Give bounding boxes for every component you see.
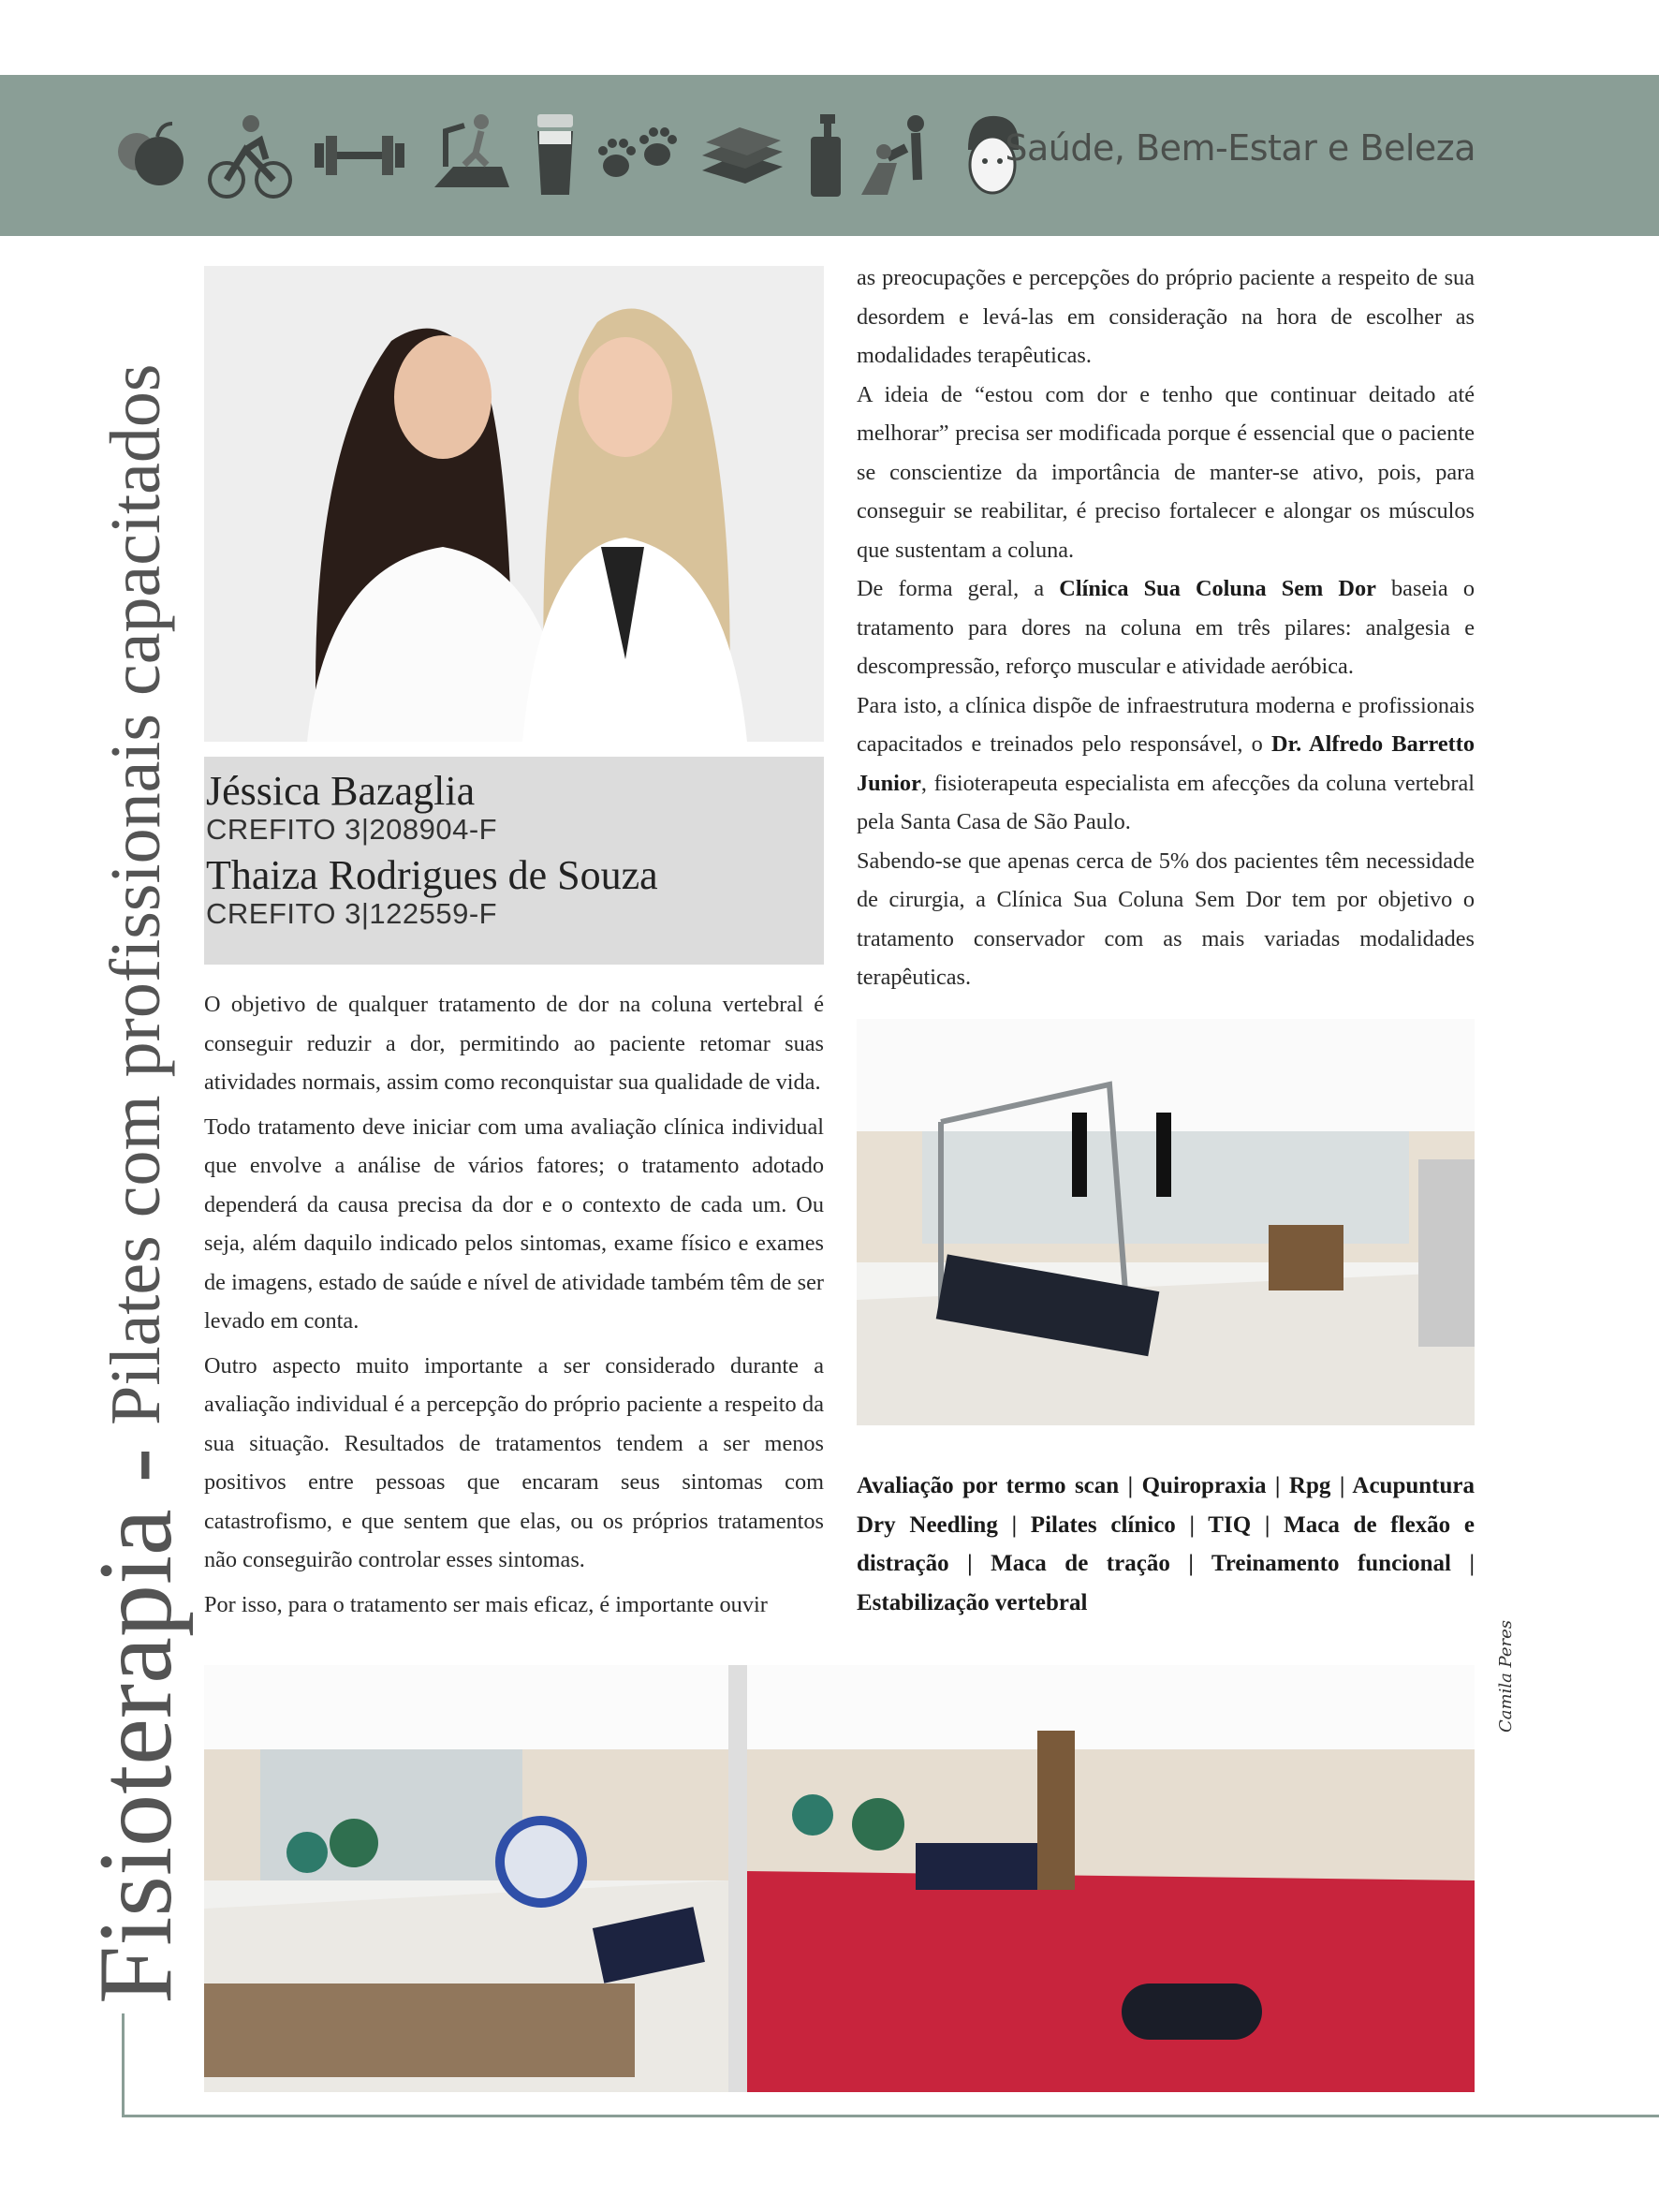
article-right-column: [857, 258, 1475, 1003]
lotion-bottle-icon: [807, 112, 844, 199]
doctor-name: Dr. Alfredo Barretto Junior: [857, 731, 1475, 796]
frame-rule-left: [122, 2013, 125, 2116]
article-left-column: [204, 985, 824, 1630]
clinic-panorama-photo: [204, 1665, 1475, 2092]
section-title: Saúde, Bem-Estar e Beleza: [1005, 127, 1475, 169]
article-paragraph: as preocupações e percepções do próprio paciente a respeito de sua desordem e levá-las em consideração na hora de escolher as modalidades terapêuticas.: [857, 265, 1475, 368]
apple-icon: [110, 112, 187, 199]
article-paragraph: De forma geral, a Clínica Sua Coluna Sem Dor baseia o tratamento para dores na coluna em três pilares: analgesia e descompressão, reforço muscular e atividade aeróbica.: [857, 576, 1475, 679]
article-paragraph: Sabendo-se que apenas cerca de 5% dos pacientes têm necessidade de cirurgia, a Clínica Sua Coluna Sem Dor tem por objetivo o tratamento conservador com as mais variadas modalidades terapêuticas.: [857, 848, 1475, 990]
towels-icon: [698, 112, 786, 199]
shaker-bottle-icon: [532, 112, 579, 199]
article-vertical-title: [78, 253, 194, 2004]
dumbbell-icon: [315, 112, 404, 199]
cyclist-icon: [208, 112, 292, 199]
header-banner: [0, 75, 1659, 236]
professionals-caption: [204, 757, 824, 965]
photo-credit: Camila Peres: [1496, 1620, 1516, 1733]
article-title-sub: Pilates com profissionais capacitados: [96, 363, 175, 1425]
article-paragraph: Por isso, para o tratamento ser mais eficaz, é importante ouvir: [204, 1591, 768, 1617]
professional-name: Thaiza Rodrigues de Souza: [206, 852, 658, 898]
clinic-name: Clínica Sua Coluna Sem Dor: [1059, 576, 1376, 601]
frame-rule-bottom: [122, 2115, 1659, 2117]
article-paragraph: A ideia de “estou com dor e tenho que continuar deitado até melhorar” precisa ser modificada porque é essencial que o paciente se conscientize da importância de manter-se ativo, pois, para conseguir se reabilitar, é preciso fortalecer e alongar os músculos que sustentam a coluna.: [857, 381, 1475, 563]
paws-icon: [595, 112, 678, 199]
article-paragraph: Para isto, a clínica dispõe de infraestrutura moderna e profissionais capacitados e treinados pelo responsável, o Dr. Alfredo Barretto Junior, fisioterapeuta especialista em afecções da coluna vertebral pela Santa Casa de São Paulo.: [857, 692, 1475, 834]
clinic-room-photo: [857, 1019, 1475, 1425]
services-list: Avaliação por termo scan | Quiropraxia | Rpg | Acupuntura Dry Needling | Pilates clínico | TIQ | Maca de flexão e distração | Maca de tração | Treinamento funcional | Estabilização vertebral: [857, 1473, 1475, 1615]
professional-name: Jéssica Bazaglia: [206, 768, 476, 814]
article-paragraph: Outro aspecto muito importante a ser considerado durante a avaliação individual é a percepção do próprio paciente a respeito da sua situação. Resultados de tratamentos tendem a ser menos positivos entre pessoas que encaram seus sintomas com catastrofismo, e que sentem que elas, ou os próprios tratamentos não conseguirão controlar esses sintomas.: [204, 1352, 824, 1572]
professional-registration: CREFITO 3|122559-F: [206, 897, 498, 930]
professional-registration: CREFITO 3|208904-F: [206, 813, 498, 846]
massage-icon: [859, 112, 940, 199]
article-paragraph: Todo tratamento deve iniciar com uma avaliação clínica individual que envolve a análise de vários fatores; o tratamento adotado dependerá da causa precisa da dor e o contexto de cada um. Ou seja, além daquilo indicado pelos sintomas, exame físico e exames de imagens, estado de saúde e nível de atividade também têm de ser levado em conta.: [204, 1113, 824, 1334]
professionals-photo: [204, 266, 824, 742]
treadmill-icon: [427, 112, 517, 199]
article-title-main: Fisioterapia -: [78, 1447, 194, 2004]
article-paragraph: O objetivo de qualquer tratamento de dor na coluna vertebral é conseguir reduzir a dor, permitindo ao paciente retomar suas atividades normais, assim como reconquistar sua qualidade de vida.: [204, 992, 824, 1095]
